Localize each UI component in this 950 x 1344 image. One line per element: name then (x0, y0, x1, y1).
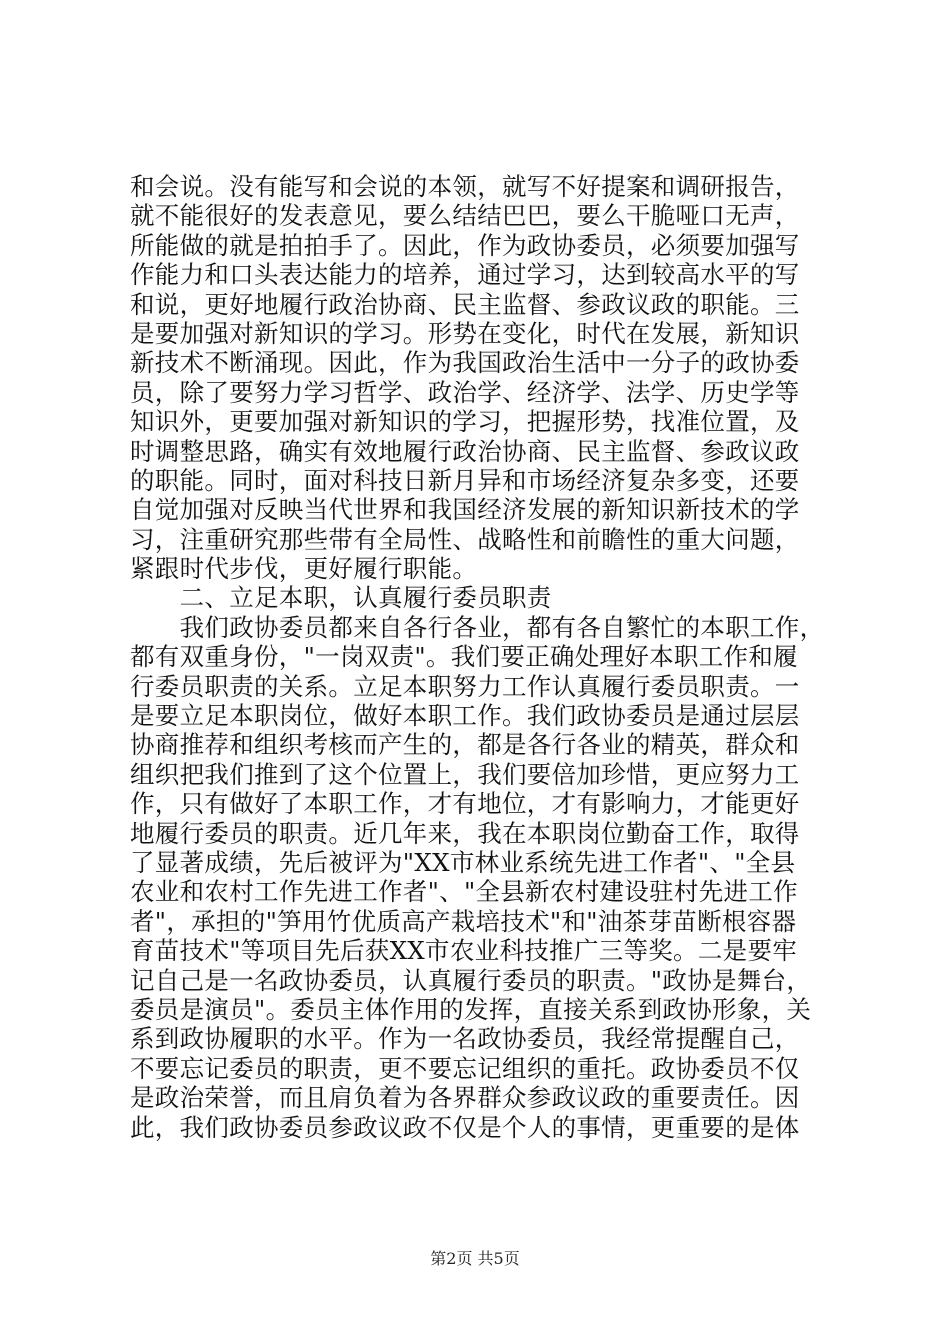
text-line: 行委员职责的关系。立足本职努力工作认真履行委员职责。一 (130, 671, 800, 701)
text-line: 不要忘记委员的职责，更不要忘记组织的重托。政协委员不仅 (130, 1053, 800, 1083)
text-line: 是政治荣誉，而且肩负着为各界群众参政议政的重要责任。因 (130, 1083, 800, 1113)
text-line: 是要加强对新知识的学习。形势在变化，时代在发展，新知识 (130, 318, 800, 348)
text-line: 组织把我们推到了这个位置上，我们要倍加珍惜，更应努力工 (130, 759, 800, 789)
text-line: 员，除了要努力学习哲学、政治学、经济学、法学、历史学等 (130, 377, 800, 407)
text-line: 都有双重身份，"一岗双责"。我们要正确处理好本职工作和履 (130, 642, 798, 672)
text-line: 和会说。没有能写和会说的本领，就写不好提案和调研报告， (130, 172, 800, 201)
text-line: 知识外，更要加强对新知识的学习，把握形势，找准位置，及 (130, 407, 800, 437)
text-line: 是要立足本职岗位，做好本职工作。我们政协委员是通过层层 (130, 701, 800, 731)
page-footer: 第2页 共5页 (430, 1249, 520, 1268)
text-line: 委员是演员"。委员主体作用的发挥，直接关系到政协形象，关 (130, 994, 812, 1024)
text-line: 习，注重研究那些带有全局性、战略性和前瞻性的重大问题， (130, 524, 800, 554)
text-line: 此，我们政协委员参政议政不仅是个人的事情，更重要的是体 (130, 1112, 800, 1142)
text-line: 记自己是一名政协委员，认真履行委员的职责。"政协是舞台， (130, 965, 812, 995)
text-line: 作能力和口头表达能力的培养，通过学习，达到较高水平的写 (130, 260, 800, 290)
text-line: 农业和农村工作先进工作者"、"全县新农村建设驻村先进工作 (130, 877, 798, 907)
text-line: 作，只有做好了本职工作，才有地位，才有影响力，才能更好 (130, 789, 800, 819)
document-body (130, 172, 830, 1142)
text-line: 时调整思路，确实有效地履行政治协商、民主监督、参政议政 (130, 436, 800, 466)
text-line: 就不能很好的发表意见，要么结结巴巴，要么干脆哑口无声， (130, 201, 800, 231)
text-line: 和说，更好地履行政治协商、民主监督、参政议政的职能。三 (130, 289, 800, 319)
text-line: 了显著成绩，先后被评为"XX市林业系统先进工作者"、"全县 (130, 847, 796, 877)
text-line: 育苗技术"等项目先后获XX市农业科技推广三等奖。二是要牢 (130, 936, 798, 966)
text-line: 所能做的就是拍拍手了。因此，作为政协委员，必须要加强写 (130, 230, 800, 260)
text-line: 的职能。同时，面对科技日新月异和市场经济复杂多变，还要 (130, 465, 800, 495)
text-line: 二、立足本职，认真履行委员职责 (130, 583, 552, 613)
text-line: 自觉加强对反映当代世界和我国经济发展的新知识新技术的学 (130, 495, 800, 525)
text-line: 者"，承担的"笋用竹优质高产栽培技术"和"油茶芽苗断根容器 (130, 906, 797, 936)
text-line: 新技术不断涌现。因此，作为我国政治生活中一分子的政协委 (130, 348, 800, 378)
text-line: 系到政协履职的水平。作为一名政协委员，我经常提醒自己， (130, 1024, 800, 1054)
text-line: 紧跟时代步伐，更好履行职能。 (130, 554, 478, 584)
text-line: 协商推荐和组织考核而产生的，都是各行各业的精英，群众和 (130, 730, 800, 760)
text-line: 我们政协委员都来自各行各业，都有各自繁忙的本职工作， (130, 612, 825, 642)
text-line: 地履行委员的职责。近几年来，我在本职岗位勤奋工作，取得 (130, 818, 800, 848)
